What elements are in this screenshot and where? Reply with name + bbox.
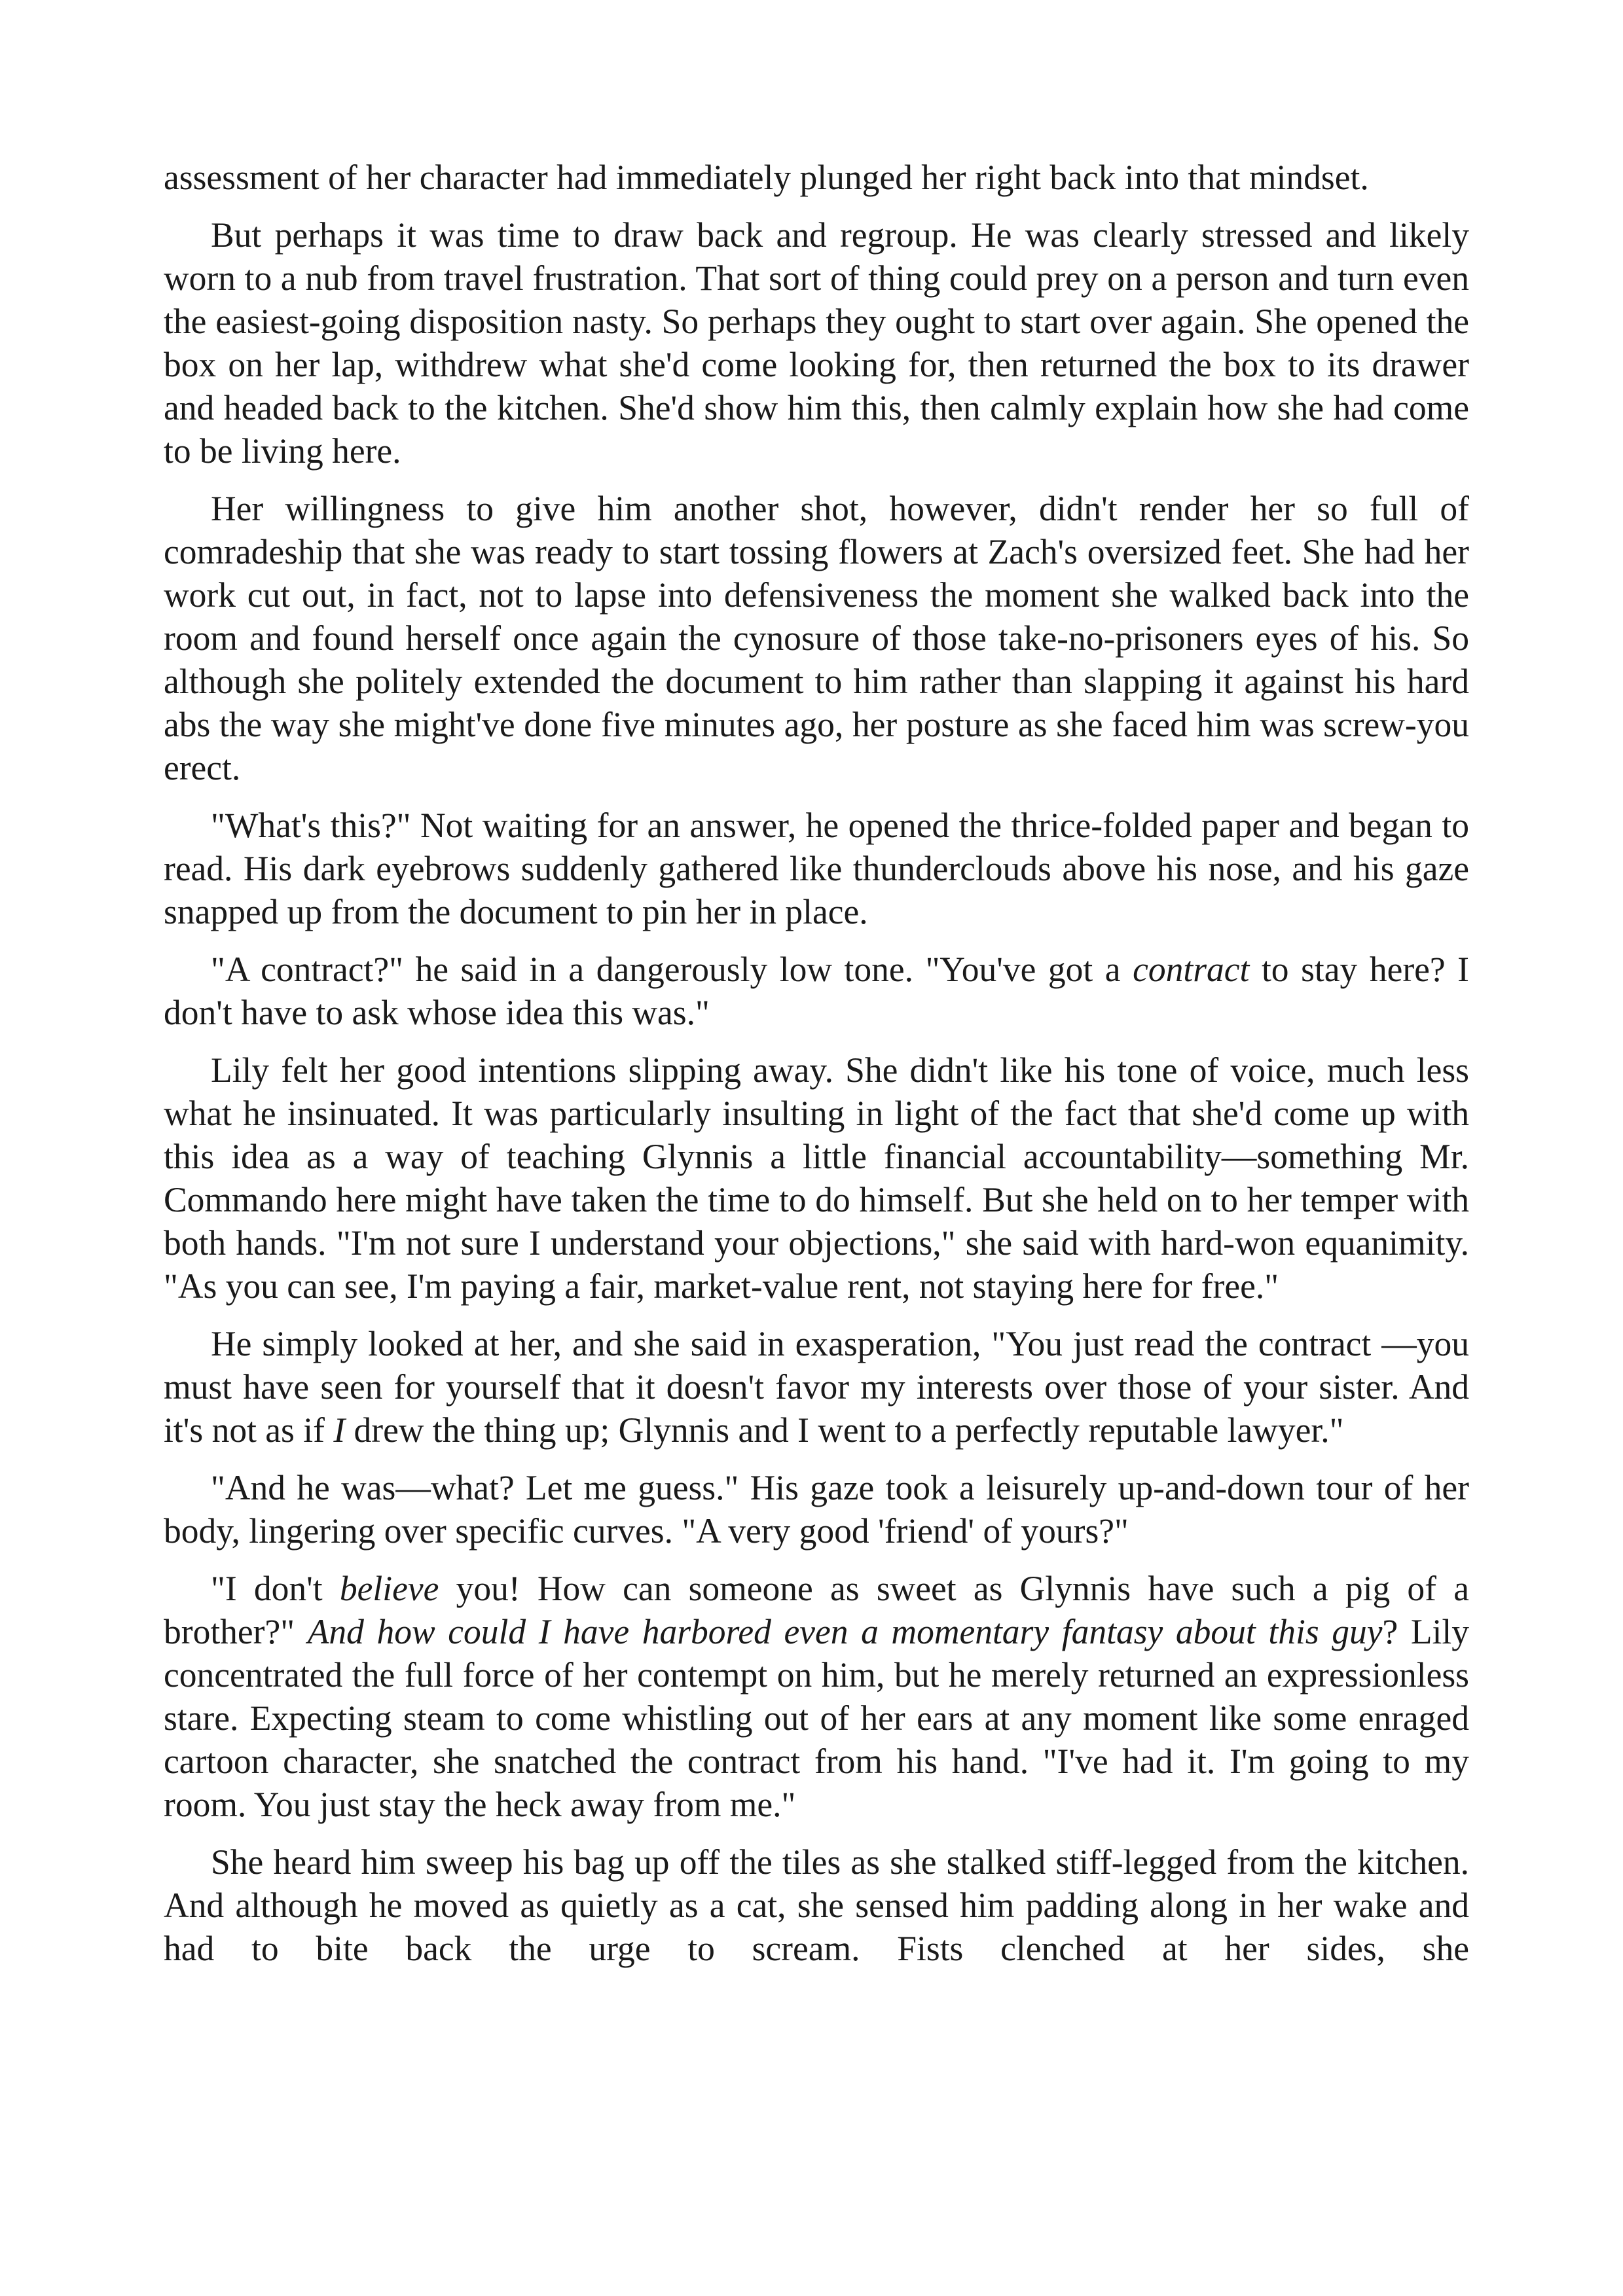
text-run: ? Lily concentrated the full force of her contempt on him, but he merely returned an expressionless stare. Expecting steam to come whistling out of her ears at any moment like some enraged cartoon character, she snatched the contract from his hand. "I've had it. I'm going to my room. You just stay the heck away from me." xyxy=(164,1612,1470,1824)
paragraph-p4 xyxy=(164,804,1469,933)
page-body xyxy=(164,156,1469,1970)
italic-text: And how could I have harbored even a momentary fantasy about this guy xyxy=(307,1612,1383,1651)
paragraph-p1 xyxy=(164,156,1469,199)
paragraph-p10 xyxy=(164,1840,1469,1970)
text-run: Her willingness to give him another shot, however, didn't render her so full of comradeship that she was ready to start tossing flowers at Zach's oversized feet. She had her work cut out, in fact, not to lapse into defensiveness the moment she walked back into the room and found herself once again the cynosure of those take-no-prisoners eyes of his. So although she politely extended the document to him rather than slapping it against his hard abs the way she might've done five minutes ago, her posture as she faced him was screw-you erect. xyxy=(164,489,1469,787)
text-run: He simply looked at her, and she said in exasperation, "You just read the contract —you must have seen for yourself that it doesn't favor my interests over those of your sister. And it's not as if xyxy=(164,1324,1469,1450)
text-run: Lily felt her good intentions slipping away. She didn't like his tone of voice, much less what he insinuated. It was particularly insulting in light of the fact that she'd come up with this idea as a way of teaching Glynnis a little financial accountability—something Mr. Commando here might have taken the time to do himself. But she held on to her temper with both hands. "I'm not sure I understand your objections," she said with hard-won equanimity. "As you can see, I'm paying a fair, market-value rent, not staying here for free." xyxy=(164,1050,1469,1306)
text-run: to stay here? I don't have to ask whose idea this was." xyxy=(164,950,1469,1032)
text-run: "What's this?" Not waiting for an answer, he opened the thrice-folded paper and began to read. His dark eyebrows suddenly gathered like thunderclouds above his nose, and his gaze snapped up from the document to pin her in place. xyxy=(164,806,1469,931)
paragraph-p9 xyxy=(164,1567,1469,1826)
italic-text: contract xyxy=(1133,950,1250,989)
text-run: assessment of her character had immediately plunged her right back into that mindset. xyxy=(164,158,1369,197)
text-run: "And he was—what? Let me guess." His gaze took a leisurely up-and-down tour of her body, lingering over specific curves. "A very good 'friend' of yours?" xyxy=(164,1468,1469,1551)
text-run: "A contract?" he said in a dangerously low tone. "You've got a xyxy=(211,950,1133,989)
text-run: drew the thing up; Glynnis and I went to a perfectly reputable lawyer." xyxy=(345,1410,1344,1450)
text-run: But perhaps it was time to draw back and regroup. He was clearly stressed and likely worn to a nub from travel frustration. That sort of thing could prey on a person and turn even the easiest-going disposition nasty. So perhaps they ought to start over again. She opened the box on her lap, withdrew what she'd come looking for, then returned the box to its drawer and headed back to the kitchen. She'd show him this, then calmly explain how she had come to be living here. xyxy=(164,215,1469,471)
paragraph-p7 xyxy=(164,1322,1469,1452)
italic-text: I xyxy=(333,1410,346,1450)
text-run: She heard him sweep his bag up off the tiles as she stalked stiff-legged from the kitchen. And although he moved as quietly as a cat, she sensed him padding along in her wake and had to bite back the urge to scream. Fists clenched at her sides, she xyxy=(164,1842,1469,1968)
book-page xyxy=(164,156,1469,1970)
paragraph-p6 xyxy=(164,1049,1469,1308)
paragraph-p8 xyxy=(164,1466,1469,1552)
text-run: you! How can someone as sweet as Glynnis have such a pig of a brother?" xyxy=(164,1569,1469,1651)
paragraph-p2 xyxy=(164,213,1469,473)
italic-text: believe xyxy=(339,1569,439,1608)
paragraph-p5 xyxy=(164,948,1469,1034)
text-run: "I don't xyxy=(211,1569,340,1608)
paragraph-p3 xyxy=(164,487,1469,789)
